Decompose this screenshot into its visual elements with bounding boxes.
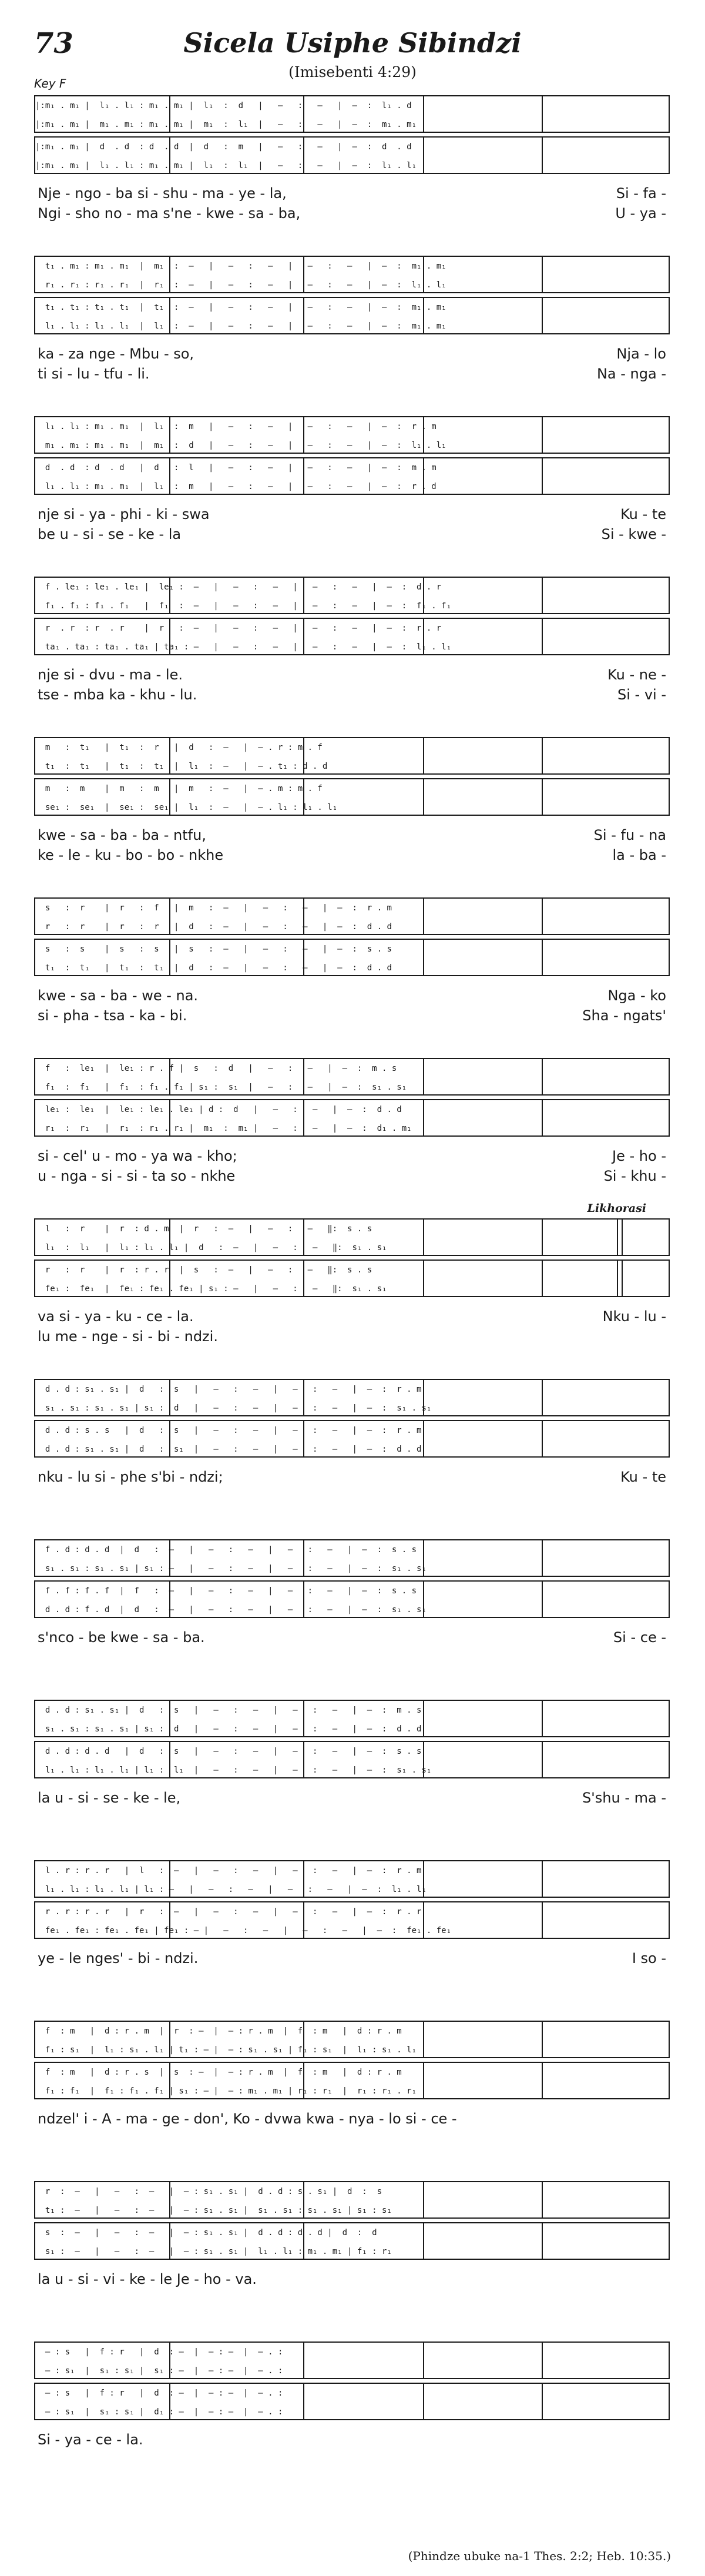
lyric-line [34,183,670,203]
lyric-text: u - nga - si - si - ta so - nkhe [38,1168,236,1184]
staff-upper [34,1700,670,1737]
music-system [34,256,670,420]
lyric-pickup: la - ba - [612,847,666,863]
note-line: |:m₁ . m₁ | l₁ . l₁ : m₁ . m₁ | l₁ : d | — : — | — : l₁ . d [35,101,412,110]
lyric-line [34,504,670,524]
staff-lower [34,2222,670,2260]
note-line: l₁ : l₁ | l₁ : l₁ . l₁ | d : — | — : — ‖: s₁ . s₁ [35,1243,387,1252]
lyric-pickup: Je - ho - [612,1148,666,1164]
music-system [34,2181,670,2346]
footnote: (Phindze ubuke na-1 Thes. 2:2; Heb. 10:35.) [408,2549,671,2563]
note-line: l₁ . l₁ : l₁ . l₁ | l₁ : l₁ | — : — | — : — | — : s₁ . s₁ [35,1766,432,1775]
lyric-pickup: Nja - lo [616,346,666,362]
staff-upper [34,2341,670,2379]
note-line: r₁ : r₁ | r₁ : r₁ . r₁ | m₁ : m₁ | — : — | — : d₁ . m₁ [35,1124,412,1133]
note-line: f : m | d : r . m | r : — | — : r . m | f : m | d : r . m [35,2026,402,2036]
staff-upper [34,1539,670,1577]
staff-lower [34,1741,670,1778]
music-system [34,2021,670,2185]
lyric-pickup: Ku - ne - [607,666,666,683]
lyric-line [34,2129,670,2149]
note-line: se₁ : se₁ | se₁ : se₁ | l₁ : — | — . l₁ : l₁ . l₁ [35,803,338,812]
staff-lower [34,1099,670,1137]
note-line: d . d : s₁ . s₁ | d : s | — : — | — : — | — : r . m [35,1385,422,1394]
song-title: Sicela Usiphe Sibindzi [183,27,522,59]
lyric-text: Si - ya - ce - la. [38,2431,143,2448]
staff-lower [34,457,670,495]
lyric-line [34,1788,670,1808]
note-line: r : — | — : — | — : s₁ . s₁ | d . d : s . s₁ | d : s [35,2187,382,2196]
lyric-line [34,1948,670,1968]
lyric-pickup: Si - khu - [603,1168,666,1184]
note-line: d . d : s₁ . s₁ | d : s₁ | — : — | — : — | — : d . d [35,1445,422,1454]
lyric-line [34,344,670,364]
lyric-text: s'nco - be kwe - sa - ba. [38,1629,205,1646]
note-line: r : r | r : r . r | s : — | — : — ‖: s . s [35,1265,372,1275]
music-system [34,1700,670,1864]
lyric-text: nje si - ya - phi - ki - swa [38,506,210,522]
note-line: fe₁ . fe₁ : fe₁ . fe₁ | fe₁ : — | — : — | — : — | — : fe₁ . fe₁ [35,1926,452,1935]
staff-lower [34,2383,670,2420]
lyric-line [34,825,670,845]
note-line: s : s | s : s | s : — | — : — | — : s . s [35,944,392,954]
lyric-text: ke - le - ku - bo - bo - nkhe [38,847,224,863]
note-line: r₁ . r₁ : r₁ . r₁ | r₁ : — | — : — | — : — | — : l₁ . l₁ [35,280,446,290]
lyric-line [34,1166,670,1186]
lyric-line [34,203,670,223]
note-line: t₁ : t₁ | t₁ : t₁ | d : — | — : — | — : d . d [35,963,392,973]
note-line: l₁ . l₁ : l₁ . l₁ | l₁ : — | — : — | — : — | — : m₁ . m₁ [35,321,446,331]
note-line: f . d : d . d | d : — | — : — | — : — | — : s . s [35,1545,417,1555]
lyric-text: Ngi - sho no - ma s'ne - kwe - sa - ba, [38,205,301,222]
staff-lower [34,939,670,976]
lyric-pickup: Si - ce - [613,1629,666,1646]
lyric-text: va si - ya - ku - ce - la. [38,1308,194,1325]
lyric-pickup: Na - nga - [596,366,666,382]
lyric-line [34,2289,670,2309]
lyric-text: la u - si - vi - ke - le Je - ho - va. [38,2271,257,2287]
note-line: s₁ . s₁ : s₁ . s₁ | s₁ : d | — : — | — : — | — : s₁ . s₁ [35,1403,432,1413]
lyric-line [34,1307,670,1326]
note-line: — : s₁ | s₁ : s₁ | d₁ : — | — : — | — . : [35,2407,283,2417]
staff-upper [34,737,670,775]
note-line: d . d : s . s | d : s | — : — | — : — | — : r . m [35,1426,422,1435]
lyric-text: la u - si - se - ke - le, [38,1790,181,1806]
staff-upper [34,256,670,293]
lyric-line [34,2269,670,2289]
note-line: f₁ . f₁ : f₁ . f₁ | f₁ : — | — : — | — : — | — : f₁ . f₁ [35,601,452,611]
note-line: s : — | — : — | — : s₁ . s₁ | d . d : d . d | d : d [35,2228,377,2237]
lyric-text: tse - mba ka - khu - lu. [38,686,197,703]
note-line: — : s | f : r | d : — | — : — | — . : [35,2347,283,2357]
lyric-line [34,1487,670,1507]
lyric-line [34,1006,670,1026]
note-line: s : r | r : f | m : — | — : — | — : r . m [35,903,392,913]
staff-upper [34,1379,670,1416]
staff-lower [34,618,670,655]
lyric-pickup: I so - [632,1950,666,1967]
lyric-line [34,524,670,544]
lyric-line [34,1647,670,1667]
staff-lower [34,778,670,816]
lyric-text: be u - si - se - ke - la [38,526,182,542]
lyric-line [34,1326,670,1346]
lyric-pickup: Sha - ngats' [582,1007,666,1024]
music-system [34,95,670,260]
section-mark: Likhorasi [587,1202,646,1215]
note-line: d . d : f . d | d : — | — : — | — : — | — : s₁ . s₁ [35,1605,427,1614]
music-system [34,1379,670,1543]
note-line: l : r | r : d . m | r : — | — : — ‖: s . s [35,1224,372,1234]
lyric-line [34,1467,670,1487]
lyric-text: ndzel' i - A - ma - ge - don', Ko - dvwa kwa - nya - lo si - ce - [38,2111,457,2127]
note-line: — : s₁ | s₁ : s₁ | s₁ : — | — : — | — . : [35,2366,283,2376]
note-line: r . r : r . r | r : — | — : — | — : — | — : r . r [35,624,442,633]
music-system [34,737,670,902]
note-line: t₁ : — | — : — | — : s₁ . s₁ | s₁ . s₁ : s₁ . s₁ | s₁ : s₁ [35,2206,392,2215]
staff-upper [34,416,670,454]
music-system [34,1058,670,1222]
staff-upper [34,95,670,133]
staff-lower [34,297,670,334]
staff-lower [34,1901,670,1939]
note-line: l₁ . l₁ : m₁ . m₁ | l₁ : m | — : — | — : — | — : r . m [35,422,437,431]
note-line: r . r : r . r | r : — | — : — | — : — | — : r . r [35,1907,422,1917]
lyric-text: Nje - ngo - ba si - shu - ma - ye - la, [38,185,287,202]
lyric-text: ka - za nge - Mbu - so, [38,346,194,362]
note-line: s₁ : — | — : — | — : s₁ . s₁ | l₁ . l₁ : m₁ . m₁ | f₁ : r₁ [35,2247,392,2256]
note-line: ta₁ . ta₁ : ta₁ . ta₁ | ta₁ : — | — : — | — : — | — : l₁ . l₁ [35,642,452,652]
music-system [34,577,670,741]
music-system [34,1539,670,1704]
lyric-line [34,2430,670,2450]
staff-upper [34,1058,670,1096]
music-system [34,416,670,581]
note-line: fe₁ : fe₁ | fe₁ : fe₁ . fe₁ | s₁ : — | — : — ‖: s₁ . s₁ [35,1284,387,1294]
music-system [34,1202,670,1383]
staff-lower [34,1420,670,1458]
note-line: f : le₁ | le₁ : r . f | s : d | — : — | — : m . s [35,1064,397,1073]
note-line: — : s | f : r | d : — | — : — | — . : [35,2389,283,2398]
note-line: le₁ : le₁ | le₁ : le₁ . le₁ | d : d | — : — | — : d . d [35,1105,402,1114]
staff-lower [34,1580,670,1618]
staff-upper [34,577,670,614]
staff-upper [34,1218,670,1256]
note-line: f₁ : f₁ | f₁ : f₁ . f₁ | s₁ : — | — : m₁ . m₁ | r₁ : r₁ | r₁ : r₁ . r₁ [35,2086,417,2096]
note-line: f : m | d : r . s | s : — | — : r . m | f : m | d : r . m [35,2068,402,2077]
lyric-pickup: U - ya - [615,205,666,222]
note-line: f . le₁ : le₁ . le₁ | le₁ : — | — : — | — : — | — : d . r [35,582,442,592]
staff-upper [34,2181,670,2219]
lyric-text: ti si - lu - tfu - li. [38,366,150,382]
note-line: s₁ . s₁ : s₁ . s₁ | s₁ : d | — : — | — : — | — : d . d [35,1724,422,1734]
note-line: f . f : f . f | f : — | — : — | — : — | — : s . s [35,1586,417,1596]
note-line: r : r | r : r | d : — | — : — | — : d . d [35,922,392,932]
lyric-line [34,1627,670,1647]
lyric-text: ye - le nges' - bi - ndzi. [38,1950,199,1967]
lyric-pickup: Ku - te [620,1469,666,1485]
note-line: m : m | m : m | m : — | — . m : m . f [35,784,323,793]
lyric-line [34,2109,670,2129]
note-line: l₁ . l₁ : m₁ . m₁ | l₁ : m | — : — | — : — | — : r . d [35,482,437,491]
music-system [34,897,670,1062]
lyric-pickup: S'shu - ma - [582,1790,666,1806]
song-number: 73 [34,27,73,60]
staff-upper [34,1860,670,1898]
lyric-line [34,1968,670,1988]
lyric-line [34,845,670,865]
staff-upper [34,897,670,935]
lyric-line [34,2450,670,2470]
staff-upper [34,2021,670,2058]
note-line: d . d : d . d | d : s | — : — | — : — | — : s . s [35,1747,422,1756]
song-subtitle: (Imisebenti 4:29) [288,63,417,81]
lyric-pickup: Si - fa - [616,185,666,202]
lyric-text: si - pha - tsa - ka - bi. [38,1007,187,1024]
lyric-text: nje si - dvu - ma - le. [38,666,183,683]
note-line: t₁ . t₁ : t₁ . t₁ | t₁ : — | — : — | — : — | — : m₁ . m₁ [35,303,446,312]
lyric-pickup: Ku - te [620,506,666,522]
lyric-pickup: Si - kwe - [601,526,666,542]
note-line: m : t₁ | t₁ : r | d : — | — . r : m . f [35,743,323,752]
lyric-pickup: Nku - lu - [602,1308,666,1325]
note-line: |:m₁ . m₁ | m₁ . m₁ : m₁ . m₁ | m₁ : l₁ | — : — | — : m₁ . m₁ [35,120,417,129]
lyric-text: kwe - sa - ba - ba - ntfu, [38,827,206,843]
note-line: f₁ : f₁ | f₁ : f₁ . f₁ | s₁ : s₁ | — : — | — : s₁ . s₁ [35,1083,407,1092]
lyric-pickup: Nga - ko [607,987,666,1004]
note-line: l . r : r . r | l : — | — : — | — : — | — : r . m [35,1866,422,1875]
note-line: |:m₁ . m₁ | d . d : d . d | d : m | — : — | — : d . d [35,142,412,152]
staff-lower [34,2062,670,2099]
note-line: m₁ . m₁ : m₁ . m₁ | m₁ : d | — : — | — : — | — : l₁ . l₁ [35,441,446,450]
note-line: t₁ : t₁ | t₁ : t₁ | l₁ : — | — . t₁ : d . d [35,762,328,771]
note-line: t₁ . m₁ : m₁ . m₁ | m₁ : — | — : — | — : — | — : m₁ . m₁ [35,262,446,271]
lyric-line [34,1146,670,1166]
staff-lower [34,136,670,174]
lyric-line [34,685,670,705]
key-signature: Key F [34,76,66,91]
lyric-pickup: Si - fu - na [593,827,666,843]
lyric-line [34,1808,670,1828]
music-system [34,1860,670,2025]
lyric-text: nku - lu si - phe s'bi - ndzi; [38,1469,223,1485]
lyric-text: si - cel' u - mo - ya wa - kho; [38,1148,237,1164]
note-line: l₁ . l₁ : l₁ . l₁ | l₁ : — | — : — | — : — | — : l₁ . l₁ [35,1885,427,1894]
staff-lower [34,1259,670,1297]
song-header [0,0,705,91]
lyric-line [34,986,670,1006]
note-line: |:m₁ . m₁ | l₁ . l₁ : m₁ . m₁ | l₁ : l₁ | — : — | — : l₁ . l₁ [35,161,417,170]
note-line: d . d : d . d | d : l | — : — | — : — | — : m . m [35,463,437,473]
music-system [34,2341,670,2506]
lyric-text: kwe - sa - ba - we - na. [38,987,199,1004]
lyric-line [34,364,670,384]
lyric-text: lu me - nge - si - bi - ndzi. [38,1328,218,1345]
note-line: s₁ . s₁ : s₁ . s₁ | s₁ : — | — : — | — : — | — : s₁ . s₁ [35,1564,427,1573]
note-line: d . d : s₁ . s₁ | d : s | — : — | — : — | — : m . s [35,1706,422,1715]
note-line: f₁ : s₁ | l₁ : s₁ . l₁ | t₁ : — | — : s₁ . s₁ | f₁ : s₁ | l₁ : s₁ . l₁ [35,2045,417,2055]
lyric-line [34,665,670,685]
lyric-pickup: Si - vi - [617,686,666,703]
